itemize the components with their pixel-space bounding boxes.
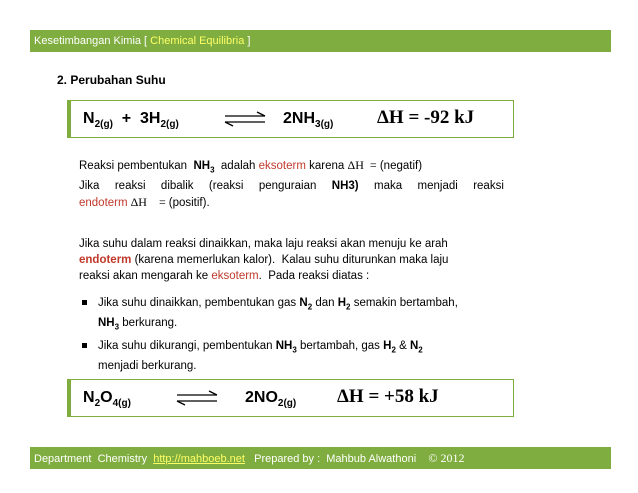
word: (reaksi bbox=[208, 180, 244, 193]
equation-box-1 bbox=[67, 100, 514, 138]
bullet-list bbox=[79, 295, 519, 376]
word: menjadi bbox=[417, 180, 458, 193]
footer-prepared: Prepared by : Mahbub Alwathoni bbox=[244, 453, 429, 465]
word: reaksi bbox=[114, 180, 146, 193]
equation2-reactant: $N_2O_{4(g)}$ bbox=[83, 389, 131, 410]
footer-link[interactable]: http://mahboeb.net bbox=[153, 453, 245, 465]
equation2-enthalpy: ΔH = +58 kJ bbox=[337, 386, 439, 407]
paragraph-1-line-2 bbox=[79, 178, 504, 194]
equation1-reactants: $N_{2(g)} + 3H_{2(g)}$ bbox=[83, 110, 179, 131]
equilibrium-arrow-icon bbox=[223, 111, 267, 127]
word: dibalik bbox=[160, 180, 194, 193]
word: NH3) bbox=[331, 180, 359, 193]
list-item: Jika suhu dinaikkan, pembentukan gas $N_2$ dan $H_2$ semakin bertambah, $NH_3$ berkurang. bbox=[79, 295, 519, 336]
equilibrium-arrow-icon bbox=[175, 390, 219, 406]
bullet-square-icon bbox=[82, 343, 87, 348]
equation-box-2 bbox=[67, 379, 514, 417]
equation2-product: $2NO_{2(g)}$ bbox=[245, 389, 297, 410]
word: penguraian bbox=[258, 180, 317, 193]
list-item: Jika suhu dikurangi, pembentukan $NH_3$ bertambah, gas $H_2$ & $N_2$ menjadi berkurang. bbox=[79, 338, 519, 374]
paragraph-2: Jika suhu dalam reaksi dinaikkan, maka laju reaksi akan menuju ke arah endoterm (karena memerlukan kalor). Kalau suhu diturunkan maka laju reaksi akan mengarah ke eksoterm. Pada reaksi diatas : bbox=[79, 238, 449, 282]
header-bar bbox=[30, 30, 611, 52]
footer-copyright: © 2012 bbox=[428, 451, 465, 465]
header-title-highlight: Chemical Equilibria bbox=[150, 35, 245, 47]
header-title-suffix: ] bbox=[244, 35, 251, 47]
footer-dept: Department Chemistry bbox=[34, 453, 154, 465]
word: maka bbox=[374, 180, 403, 193]
equation1-enthalpy: ΔH = -92 kJ bbox=[377, 107, 475, 128]
equation1-product: $2NH_{3(g)}$ bbox=[283, 110, 334, 131]
header-title-prefix: Kesetimbangan Kimia [ bbox=[34, 35, 151, 47]
section-heading: 2. Perubahan Suhu bbox=[57, 73, 166, 87]
paragraph-1: Reaksi pembentukan $NH_3$ adalah eksoterm karena ΔH = (negatif) Jika reaksi dibalik (reaksi penguraian NH3) maka menjadi reaksi endoterm ΔH = (positif). bbox=[79, 158, 504, 210]
word: reaksi bbox=[473, 180, 504, 193]
word: Jika bbox=[79, 180, 100, 193]
footer-bar bbox=[30, 447, 611, 469]
bullet-square-icon bbox=[82, 300, 87, 305]
